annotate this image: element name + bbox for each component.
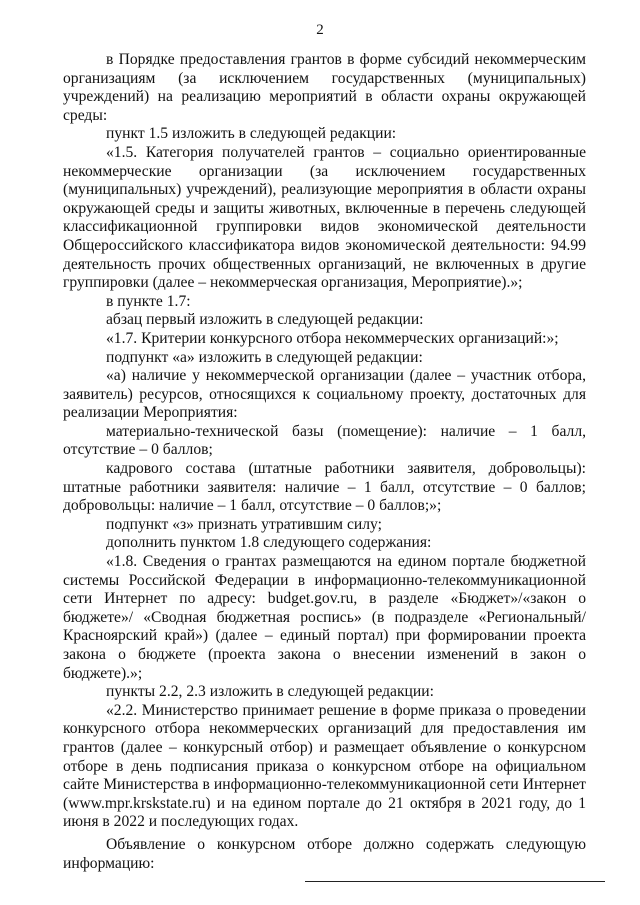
paragraph-item-1-7-heading: в пункте 1.7:: [106, 292, 191, 310]
paragraph-item-1-8-heading: дополнить пунктом 1.8 следующего содержания:: [106, 534, 432, 552]
paragraph-item-1-5-text: «1.5. Категория получателей грантов – социально ориентированные некоммерческие организации (за исключением государственных (муниципальных) учреждений), реализующие мероприятия в области охраны окружающей среды и защиты животных, включенные в перечень следующей классификационной группировки видов экономической деятельности Общероссийского классификатора видов экономической деятельности: 94.99 деятельность прочих общественных организаций, не включенных в другие группировки (далее – некоммерческая организация, Мероприятие).»;: [63, 143, 586, 292]
document-body: [63, 51, 586, 873]
paragraph-item-2-2-text: «2.2. Министерство принимает решение в форме приказа о проведении конкурсного отбора некоммерческих организаций для предоставления им грантов (далее – конкурсный отбор) и размещает объявление о конкурсном отборе в день подписания приказа о конкурсном отборе на официальном сайте Министерства в информационно-телекоммуникационной сети Интернет (www.mpr.krskstate.ru) и на едином портале до 21 октября в 2021 году, до 1 июня в 2022 и последующих годах.: [63, 701, 586, 831]
paragraph-announcement: Объявление о конкурсном отборе должно содержать следующую информацию:: [63, 835, 586, 872]
paragraph-items-2-2-2-3-heading: пункты 2.2, 2.3 изложить в следующей редакции:: [106, 683, 434, 701]
paragraph-subitem-a-heading: подпункт «а» изложить в следующей редакции:: [106, 348, 423, 366]
paragraph-subitem-a-text: «а) наличие у некоммерческой организации (далее – участник отбора, заявитель) ресурсов, относящихся к социальному проекту, достаточных для реализации Мероприятия:: [63, 367, 586, 422]
paragraph-item-1-8-text: «1.8. Сведения о грантах размещаются на едином портале бюджетной системы Российской Федерации в информационно-телекоммуникационной сети Интернет по адресу: budget.gov.ru, в разделе «Бюджет»/«закон о бюджете»/ «Сводная бюджетная роспись» (в подразделе «Региональный/Красноярский край») (далее – единый портал) при формировании проекта закона о бюджете (проекта закона о внесении изменений в закон о бюджете).»;: [63, 553, 586, 682]
paragraph-first-abzac: абзац первый изложить в следующей редакции:: [106, 311, 424, 329]
paragraph-subitem-z: подпункт «з» признать утратившим силу;: [106, 515, 382, 533]
paragraph-item-1-7-text: «1.7. Критерии конкурсного отбора некоммерческих организаций:»;: [106, 329, 559, 347]
paragraph-material-base: материально-технической базы (помещение): наличие – 1 балл, отсутствие – 0 баллов;: [63, 422, 586, 459]
paragraph-staff: кадрового состава (штатные работники заявителя, добровольцы): штатные работники заявителя: наличие – 1 балл, отсутствие – 0 баллов; добровольцы: наличие – 1 балл, отсутствие – 0 баллов;»;: [63, 460, 586, 515]
footer-rule: [305, 881, 605, 882]
page-number: 2: [316, 22, 324, 38]
paragraph-intro: в Порядке предоставления грантов в форме субсидий некоммерческим организациям (за исключением государственных (муниципальных) учреждений) на реализацию мероприятий в области охраны окружающей среды:: [63, 51, 586, 124]
paragraph-item-1-5-heading: пункт 1.5 изложить в следующей редакции:: [106, 125, 397, 143]
